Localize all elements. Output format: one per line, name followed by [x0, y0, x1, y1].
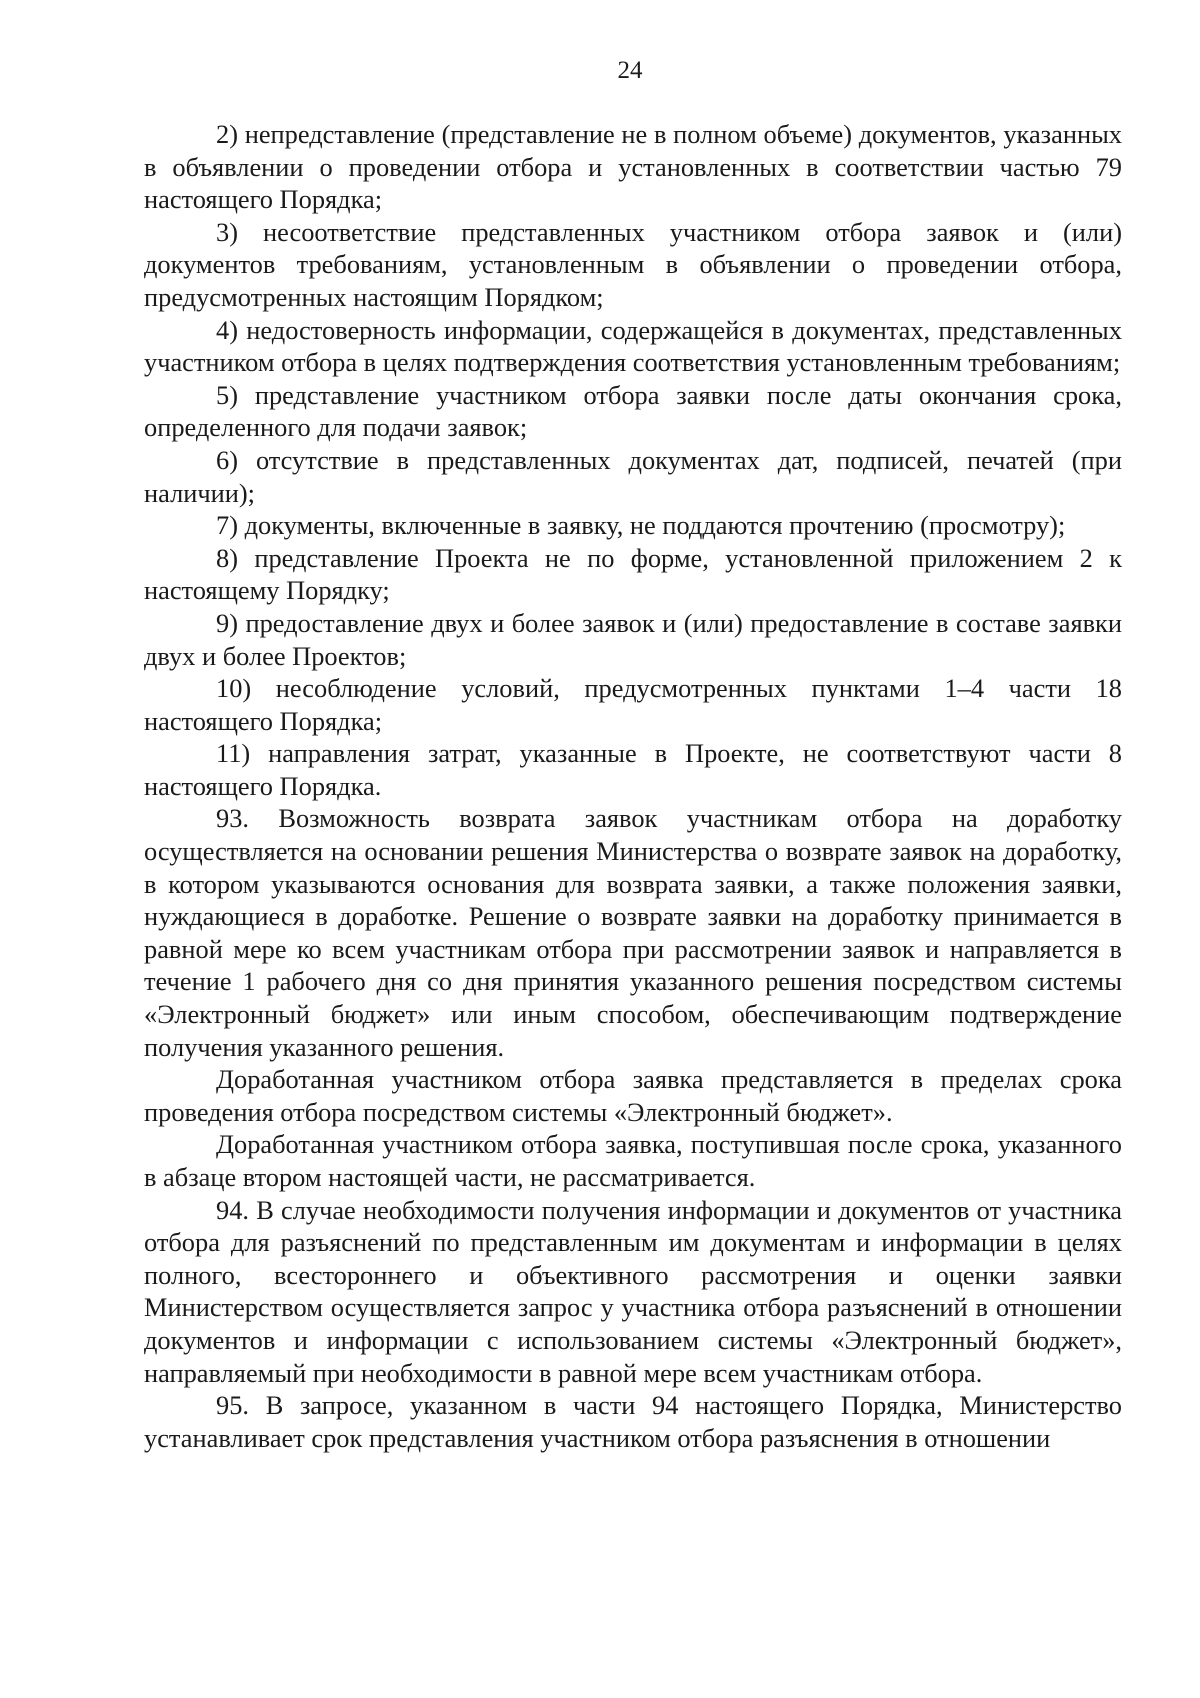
paragraph-item-11: 11) направления затрат, указанные в Проекте, не соответствуют части 8 настоящего Порядка. [144, 738, 1122, 801]
paragraph-item-3: 3) несоответствие представленных участником отбора заявок и (или) документов требованиям, установленным в объявлении о проведении отбора, предусмотренных настоящим Порядком; [144, 216, 1122, 312]
paragraph-part-93-abz-2: Доработанная участником отбора заявка представляется в пределах срока проведения отбора посредством системы «Электронный бюджет». [144, 1064, 1122, 1127]
document-body [144, 118, 1122, 1454]
paragraph-part-95: 95. В запросе, указанном в части 94 настоящего Порядка, Министерство устанавливает срок представления участником отбора разъяснения в отношении [144, 1390, 1122, 1453]
paragraph-item-8: 8) представление Проекта не по форме, установленной приложением 2 к настоящему Порядку; [144, 542, 1122, 606]
paragraph-part-94: 94. В случае необходимости получения информации и документов от участника отбора для разъяснений по представленным им документам и информации в целях полного, всестороннего и объективного рассмотрения и оценки заявки Министерством осуществляется запрос у участника отбора разъяснений в отношении документов и информации с использованием системы «Электронный бюджет», направляемый при необходимости в равной мере всем участникам отбора. [144, 1194, 1122, 1388]
paragraph-item-5: 5) представление участником отбора заявки после даты окончания срока, определенного для подачи заявок; [144, 379, 1122, 443]
paragraph-item-7: 7) документы, включенные в заявку, не поддаются прочтению (просмотру); [216, 510, 1066, 541]
paragraph-item-9: 9) предоставление двух и более заявок и (или) предоставление в составе заявки двух и более Проектов; [144, 607, 1122, 671]
paragraph-part-93: 93. Возможность возврата заявок участникам отбора на доработку осуществляется на основании решения Министерства о возврате заявок на доработку, в котором указываются основания для возврата заявки, а также положения заявки, нуждающиеся в доработке. Решение о возврате заявки на доработку принимается в равной мере ко всем участникам отбора при рассмотрении заявок и направляется в течение 1 рабочего дня со дня принятия указанного решения посредством системы «Электронный бюджет» или иным способом, обеспечивающим подтверждение получения указанного решения. [144, 803, 1122, 1062]
page-number: 24 [617, 57, 643, 84]
paragraph-item-4: 4) недостоверность информации, содержащейся в документах, представленных участником отбора в целях подтверждения соответствия установленным требованиям; [144, 314, 1122, 378]
paragraph-item-2: 2) непредставление (представление не в полном объеме) документов, указанных в объявлении о проведении отбора и установленных в соответствии частью 79 настоящего Порядка; [144, 119, 1122, 215]
paragraph-item-6: 6) отсутствие в представленных документах дат, подписей, печатей (при наличии); [144, 444, 1122, 508]
paragraph-part-93-abz-3: Доработанная участником отбора заявка, поступившая после срока, указанного в абзаце втором настоящей части, не рассматривается. [144, 1129, 1122, 1192]
paragraph-item-10: 10) несоблюдение условий, предусмотренных пунктами 1–4 части 18 настоящего Порядка; [144, 673, 1122, 736]
